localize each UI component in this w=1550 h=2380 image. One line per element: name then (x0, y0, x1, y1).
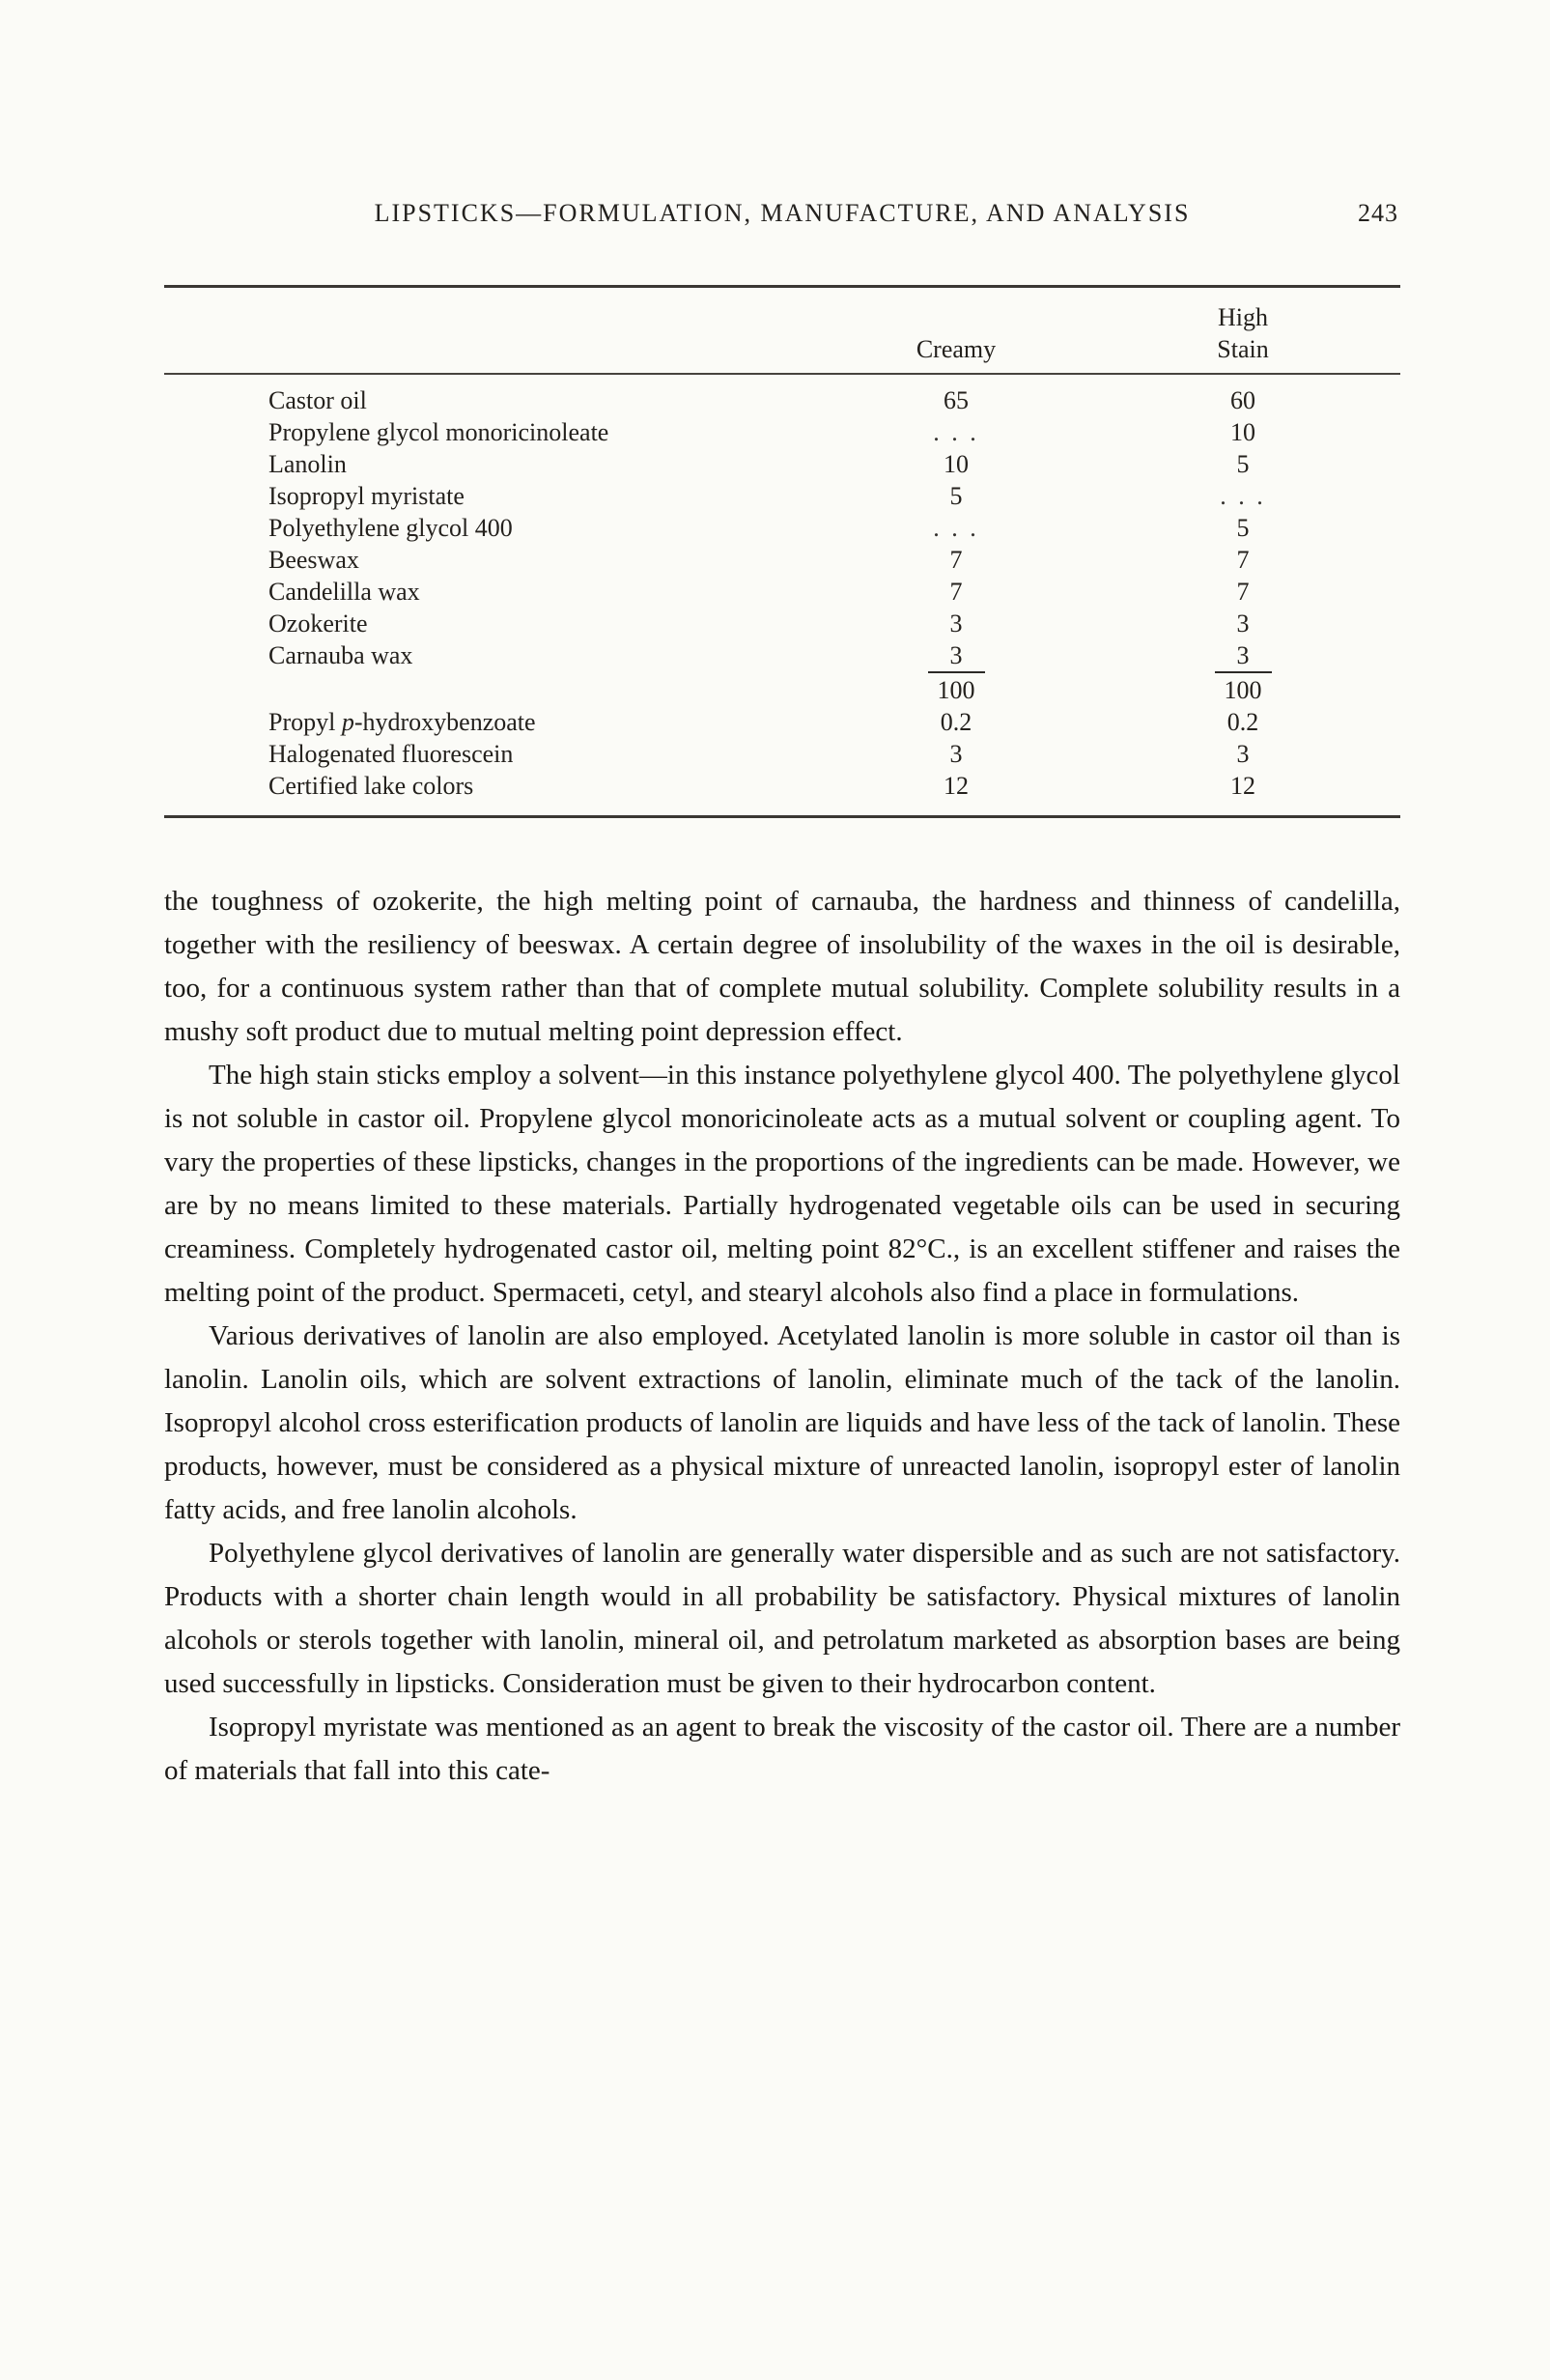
column-header-stain: Stain (1217, 335, 1269, 363)
ingredient-name-part: Propyl (268, 708, 342, 736)
table-row (164, 639, 1400, 671)
creamy-value: 65 (944, 386, 969, 414)
table-row (164, 384, 1400, 416)
header-spacer (268, 301, 879, 333)
table-row (164, 608, 1400, 639)
stain-value: 0.2 (1226, 708, 1259, 736)
ingredient-name: Propylene glycol monoricinoleate (268, 418, 609, 446)
body-paragraph: Various derivatives of lanolin are also employed. Acetylated lanolin is more soluble in castor oil than is lanolin. Lanolin oils, which are solvent extractions of lanolin, eliminate much of the tack of the lanolin. Isopropyl alcohol cross esterification products of lanolin are liquids and have less of the tack of lanolin. These products, however, must be considered as a physical mixture of unreacted lanolin, isopropyl ester of lanolin fatty acids, and free lanolin alcohols. (164, 1320, 1400, 1525)
total-spacer (268, 671, 879, 706)
ingredient-name: Isopropyl myristate (268, 482, 465, 510)
body-paragraph: the toughness of ozokerite, the high melting point of carnauba, the hardness and thinness of candelilla, together with the resiliency of beeswax. A certain degree of insolubility of the waxes in the oil is desirable, too, for a continuous system rather than that of complete mutual solubility. Complete solubility results in a mushy soft product due to mutual melting point depression effect. (164, 886, 1400, 1047)
stain-total-value: 100 (1215, 671, 1272, 706)
ingredient-name: Ozokerite (268, 609, 368, 638)
creamy-value: 7 (949, 578, 963, 606)
ingredient-name: Candelilla wax (268, 578, 420, 606)
stain-value: 10 (1230, 418, 1255, 446)
body-paragraph: The high stain sticks employ a solvent—in this instance polyethylene glycol 400. The polyethylene glycol is not soluble in castor oil. Propylene glycol monoricinoleate acts as a mutual solvent or coupling agent. To vary the properties of these lipsticks, changes in the proportions of the ingredients can be made. However, we are by no means limited to these materials. Partially hydrogenated vegetable oils can be used in securing creaminess. Completely hydrogenated castor oil, melting point 82°C., is an excellent stiffener and raises the melting point of the product. Spermaceti, cetyl, and stearyl alcohols also find a place in formulations. (164, 1060, 1400, 1308)
table-total-row (164, 671, 1400, 706)
stain-value: . . . (1220, 482, 1266, 510)
creamy-value: 3 (949, 609, 963, 638)
table-row (164, 480, 1400, 512)
creamy-total-value: 100 (928, 671, 985, 706)
stain-value: 12 (1230, 772, 1255, 800)
running-head (164, 198, 1400, 229)
creamy-value: 0.2 (940, 708, 972, 736)
table-header-row-2 (164, 333, 1400, 365)
table-body (164, 375, 1400, 815)
header-spacer (879, 301, 1033, 333)
stain-value: 3 (1236, 740, 1250, 768)
ingredient-name-italic: p (341, 708, 354, 736)
creamy-value: 5 (949, 482, 963, 510)
table-row (164, 770, 1400, 802)
stain-total (1166, 671, 1320, 706)
ingredient-name: Carnauba wax (268, 641, 413, 669)
ingredient-name (268, 706, 879, 738)
table-header (164, 288, 1400, 375)
column-header-creamy: Creamy (916, 335, 997, 363)
creamy-value: . . . (933, 418, 979, 446)
column-header-high: High (1218, 303, 1268, 331)
ingredient-name: Halogenated fluorescein (268, 740, 514, 768)
creamy-value: 3 (949, 740, 963, 768)
ingredient-name: Certified lake colors (268, 772, 474, 800)
ingredient-name-part: -hydroxybenzoate (353, 708, 536, 736)
stain-value: 5 (1236, 450, 1250, 478)
stain-value: 3 (1236, 641, 1250, 669)
table-row (164, 706, 1400, 738)
table-header-row-1 (164, 301, 1400, 333)
creamy-value: 10 (944, 450, 969, 478)
page-number: 243 (1358, 199, 1398, 227)
ingredient-name: Polyethylene glycol 400 (268, 514, 513, 542)
stain-value: 7 (1236, 578, 1250, 606)
creamy-value: 3 (949, 641, 963, 669)
creamy-total (879, 671, 1033, 706)
page-header-title: LIPSTICKS—FORMULATION, MANUFACTURE, AND ANALYSIS (374, 199, 1191, 227)
header-spacer (268, 333, 879, 365)
table-row (164, 738, 1400, 770)
ingredient-name: Lanolin (268, 450, 347, 478)
formulation-table (164, 285, 1400, 818)
table-row (164, 576, 1400, 608)
body-paragraph: Isopropyl myristate was mentioned as an agent to break the viscosity of the castor oil. There are a number of materials that fall into this cate- (164, 1712, 1400, 1786)
body-text (164, 880, 1400, 1793)
table-row (164, 416, 1400, 448)
table-row (164, 512, 1400, 544)
creamy-value: 7 (949, 546, 963, 574)
stain-value: 7 (1236, 546, 1250, 574)
body-paragraph: Polyethylene glycol derivatives of lanolin are generally water dispersible and as such are not satisfactory. Products with a shorter chain length would in all probability be satisfactory. Physical mixtures of lanolin alcohols or sterols together with lanolin, mineral oil, and petrolatum marketed as absorption bases are being used successfully in lipsticks. Consideration must be given to their hydrocarbon content. (164, 1538, 1400, 1699)
creamy-value: 12 (944, 772, 969, 800)
table-row (164, 544, 1400, 576)
table-row (164, 448, 1400, 480)
stain-value: 60 (1230, 386, 1255, 414)
stain-value: 5 (1236, 514, 1250, 542)
stain-value: 3 (1236, 609, 1250, 638)
creamy-value: . . . (933, 514, 979, 542)
ingredient-name: Beeswax (268, 546, 359, 574)
ingredient-name: Castor oil (268, 386, 367, 414)
